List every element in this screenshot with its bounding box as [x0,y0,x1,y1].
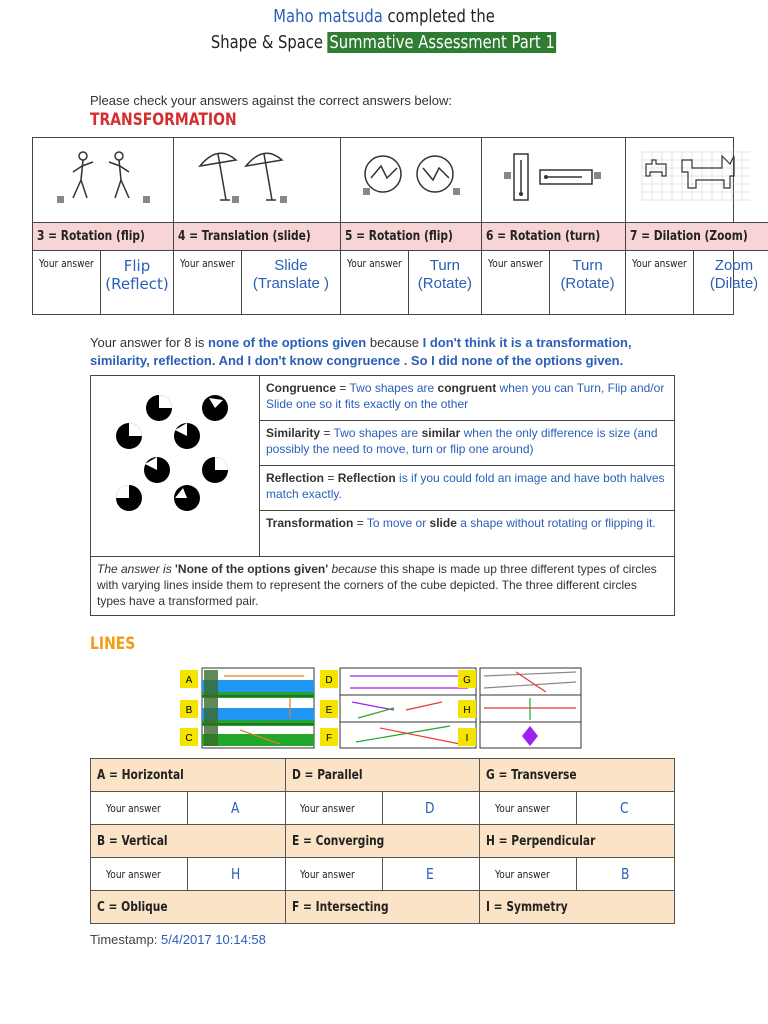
stick-figures-image [33,138,173,223]
definition-transformation: Transformation = To move or slide a shape without rotating or flipping it. [266,516,656,530]
definitions-table [90,375,675,616]
umbrellas-image [174,138,340,223]
line-letter-c: C [185,733,193,744]
answer-value: D [425,799,435,817]
your-answer-label: Your answer [174,251,242,314]
subject-text: Shape & Space [211,32,324,53]
your-answer-label: Your answer [91,792,188,824]
q8-answer: none of the options given [208,335,367,350]
cube-circles-image [91,376,260,556]
answer-value: E [426,865,435,883]
title-line-2 [0,32,768,53]
answer-explanation: The answer is 'None of the options given' because this shape is made up three different types of circles with varying lines inside them to represent the corners of the cube depicted. The three different circles types have a transformed pair. [91,556,674,615]
answer-cell [91,858,286,890]
line-letter-h: H [463,705,471,716]
line-label: F = Intersecting [286,891,481,923]
line-label: A = Horizontal [91,759,286,791]
answer-row [626,251,768,314]
lines-table [90,758,675,924]
definition-reflection: Reflection = Reflection is if you could fold an image and have both halves match exactly. [260,466,674,511]
transformation-table [32,137,759,315]
answer-value: Slide (Translate ) [252,257,329,292]
grid-dog-image [626,138,768,223]
lines-answer-row [91,792,674,825]
your-answer-label: Your answer [480,858,577,890]
transformation-col-5 [341,138,482,314]
answer-row [174,251,340,314]
answer-value: A [231,799,240,817]
your-answer-label: Your answer [286,858,383,890]
timestamp-label: Timestamp: [90,932,158,947]
transformation-label: 6 = Rotation (turn) [482,223,625,251]
answer-value: Turn (Rotate) [560,257,615,292]
answer-cell [480,858,674,890]
transformation-col-3 [33,138,174,314]
assessment-name: Summative Assessment Part 1 [329,32,556,53]
answer-value: B [620,865,629,883]
your-answer-label: Your answer [480,792,577,824]
lines-answer-row [91,858,674,891]
answer-row [341,251,481,314]
q8-paragraph [90,334,680,370]
answer-row [33,251,173,314]
transformation-col-7 [626,138,768,314]
line-letter-e: E [325,705,333,716]
your-answer-label: Your answer [91,858,188,890]
answer-value: H [230,865,240,883]
line-label: B = Vertical [91,825,286,857]
line-label: G = Transverse [486,767,577,783]
answer-value: Flip (Reflect) [105,257,169,293]
timestamp-value: 5/4/2017 10:14:58 [161,932,266,947]
your-answer-label: Your answer [33,251,101,314]
lines-diagram [180,666,585,752]
lines-label-row [91,891,674,923]
line-label: C = Oblique [91,891,286,923]
line-label: D = Parallel [286,759,481,791]
transformation-label: 3 = Rotation (flip) [33,223,173,251]
your-answer-label: Your answer [341,251,409,314]
student-name: Maho matsuda [273,6,383,27]
your-answer-label: Your answer [482,251,550,314]
section-lines-heading: LINES [90,634,136,654]
transformation-label: 5 = Rotation (flip) [341,223,481,251]
intro-text: Please check your answers against the correct answers below: [90,93,453,108]
line-letter-b: B [185,705,193,716]
line-letter-f: F [325,733,333,744]
answer-cell [91,792,286,824]
transformation-col-4 [174,138,341,314]
line-label: H = Perpendicular [486,833,596,849]
circles-image [341,138,481,223]
definition-congruence: Congruence = Two shapes are congruent when you can Turn, Flip and/or Slide one so it fits exactly on the other [260,376,674,421]
answer-value: Zoom (Dilate) [709,257,759,292]
transformation-col-6 [482,138,626,314]
your-answer-label: Your answer [626,251,694,314]
definition-similarity: Similarity = Two shapes are similar when the only difference is size (and possibly the need to move, turn or flip one around) [260,421,674,466]
completed-text: completed the [387,6,495,27]
answer-value: Turn (Rotate) [417,257,472,292]
q8-reason: I don't think it is a transformation, similarity, reflection. And I don't know congruence . So I did none of the options given. [90,335,632,368]
answer-cell [480,792,674,824]
line-letter-a: A [185,675,193,686]
your-answer-label: Your answer [286,792,383,824]
answer-cell [286,792,481,824]
line-letter-g: G [463,675,471,686]
line-label: E = Converging [286,825,481,857]
lines-label-row [91,825,674,858]
answer-row [482,251,625,314]
q8-prefix: Your answer for 8 is [90,335,205,350]
title-line-1 [0,6,768,27]
line-label: I = Symmetry [486,899,569,915]
lines-label-row [91,759,674,792]
timestamp [90,932,266,947]
rotated-shapes-image [482,138,625,223]
answer-value: C [620,799,630,817]
line-letter-i: I [465,733,469,744]
transformation-label: 7 = Dilation (Zoom) [626,223,768,251]
line-letter-d: D [325,675,333,686]
q8-because: because [369,335,419,350]
transformation-label: 4 = Translation (slide) [174,223,340,251]
answer-cell [286,858,481,890]
section-transformation-heading: TRANSFORMATION [90,110,237,130]
